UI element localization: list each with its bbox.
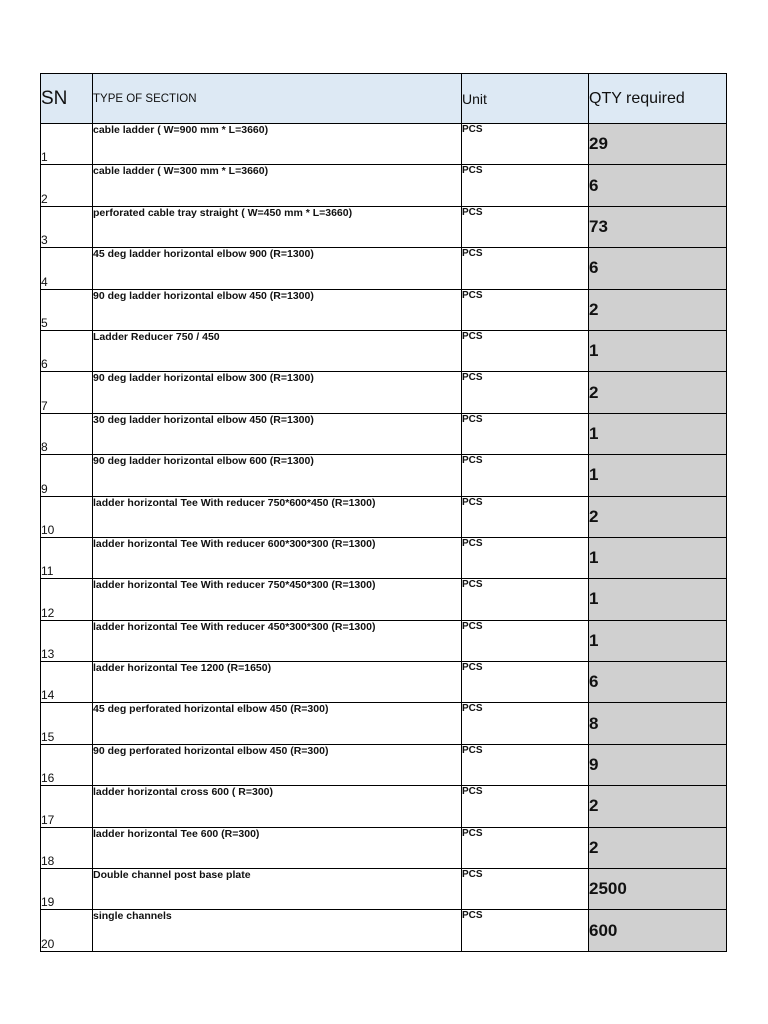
cell-qty-required: 6 (589, 165, 727, 206)
header-type-of-section: TYPE OF SECTION (93, 74, 462, 124)
cell-unit: PCS (462, 786, 589, 827)
cell-type-of-section: ladder horizontal cross 600 ( R=300) (93, 786, 462, 827)
cell-qty-required: 2500 (589, 869, 727, 910)
table-row (41, 206, 727, 247)
cell-qty-required: 8 (589, 703, 727, 744)
cell-unit: PCS (462, 248, 589, 289)
cell-sn: 5 (41, 289, 93, 330)
table-header-row (41, 74, 727, 124)
table-row (41, 372, 727, 413)
cell-sn: 4 (41, 248, 93, 289)
cell-unit: PCS (462, 703, 589, 744)
cell-qty-required: 9 (589, 744, 727, 785)
cell-sn: 16 (41, 744, 93, 785)
cell-qty-required: 73 (589, 206, 727, 247)
cell-sn: 1 (41, 124, 93, 165)
cell-qty-required: 1 (589, 413, 727, 454)
table-row (41, 289, 727, 330)
cell-sn: 13 (41, 620, 93, 661)
cell-qty-required: 1 (589, 537, 727, 578)
table-row (41, 455, 727, 496)
cell-type-of-section: ladder horizontal Tee With reducer 750*600*450 (R=1300) (93, 496, 462, 537)
table-row (41, 248, 727, 289)
cell-unit: PCS (462, 455, 589, 496)
cell-unit: PCS (462, 330, 589, 371)
cell-qty-required: 1 (589, 455, 727, 496)
table-row (41, 537, 727, 578)
table-row (41, 662, 727, 703)
cell-unit: PCS (462, 910, 589, 951)
header-unit: Unit (462, 74, 589, 124)
cell-type-of-section: ladder horizontal Tee With reducer 750*450*300 (R=1300) (93, 579, 462, 620)
cell-unit: PCS (462, 289, 589, 330)
cell-sn: 12 (41, 579, 93, 620)
table-row (41, 786, 727, 827)
cell-unit: PCS (462, 827, 589, 868)
cell-sn: 9 (41, 455, 93, 496)
table-row (41, 579, 727, 620)
cell-unit: PCS (462, 620, 589, 661)
cell-type-of-section: 45 deg perforated horizontal elbow 450 (R=300) (93, 703, 462, 744)
cell-type-of-section: ladder horizontal Tee 600 (R=300) (93, 827, 462, 868)
cell-type-of-section: 90 deg ladder horizontal elbow 450 (R=1300) (93, 289, 462, 330)
cell-unit: PCS (462, 496, 589, 537)
cell-unit: PCS (462, 579, 589, 620)
cell-qty-required: 1 (589, 330, 727, 371)
table-row (41, 330, 727, 371)
cell-type-of-section: 90 deg perforated horizontal elbow 450 (R=300) (93, 744, 462, 785)
table-row (41, 165, 727, 206)
cell-sn: 14 (41, 662, 93, 703)
cell-type-of-section: 30 deg ladder horizontal elbow 450 (R=1300) (93, 413, 462, 454)
cell-sn: 11 (41, 537, 93, 578)
cell-qty-required: 2 (589, 827, 727, 868)
cell-sn: 18 (41, 827, 93, 868)
table-row (41, 124, 727, 165)
cell-qty-required: 2 (589, 289, 727, 330)
cell-unit: PCS (462, 744, 589, 785)
cell-sn: 8 (41, 413, 93, 454)
cell-unit: PCS (462, 537, 589, 578)
quantity-table (40, 73, 727, 952)
table-row (41, 910, 727, 951)
header-qty-required: QTY required (589, 74, 727, 124)
table-row (41, 620, 727, 661)
cell-type-of-section: Ladder Reducer 750 / 450 (93, 330, 462, 371)
cell-unit: PCS (462, 165, 589, 206)
cell-sn: 15 (41, 703, 93, 744)
cell-type-of-section: 45 deg ladder horizontal elbow 900 (R=1300) (93, 248, 462, 289)
cell-sn: 19 (41, 869, 93, 910)
cell-unit: PCS (462, 206, 589, 247)
table-row (41, 496, 727, 537)
cell-type-of-section: 90 deg ladder horizontal elbow 300 (R=1300) (93, 372, 462, 413)
cell-sn: 20 (41, 910, 93, 951)
cell-type-of-section: ladder horizontal Tee With reducer 450*300*300 (R=1300) (93, 620, 462, 661)
table-row (41, 827, 727, 868)
cell-qty-required: 6 (589, 248, 727, 289)
cell-type-of-section: ladder horizontal Tee 1200 (R=1650) (93, 662, 462, 703)
cell-type-of-section: perforated cable tray straight ( W=450 mm * L=3660) (93, 206, 462, 247)
cell-qty-required: 2 (589, 786, 727, 827)
table-body (41, 124, 727, 952)
table-row (41, 744, 727, 785)
cell-unit: PCS (462, 372, 589, 413)
cell-unit: PCS (462, 124, 589, 165)
cell-qty-required: 600 (589, 910, 727, 951)
cell-type-of-section: cable ladder ( W=300 mm * L=3660) (93, 165, 462, 206)
cell-qty-required: 6 (589, 662, 727, 703)
table-row (41, 869, 727, 910)
cell-sn: 6 (41, 330, 93, 371)
header-sn: SN (41, 74, 93, 124)
cell-unit: PCS (462, 413, 589, 454)
table-row (41, 703, 727, 744)
cell-qty-required: 1 (589, 620, 727, 661)
table-row (41, 413, 727, 454)
cell-unit: PCS (462, 869, 589, 910)
cell-type-of-section: cable ladder ( W=900 mm * L=3660) (93, 124, 462, 165)
cell-sn: 2 (41, 165, 93, 206)
cell-sn: 3 (41, 206, 93, 247)
cell-qty-required: 2 (589, 372, 727, 413)
cell-type-of-section: ladder horizontal Tee With reducer 600*300*300 (R=1300) (93, 537, 462, 578)
cell-sn: 7 (41, 372, 93, 413)
cell-sn: 17 (41, 786, 93, 827)
cell-qty-required: 2 (589, 496, 727, 537)
cell-qty-required: 29 (589, 124, 727, 165)
cell-type-of-section: 90 deg ladder horizontal elbow 600 (R=1300) (93, 455, 462, 496)
cell-type-of-section: Double channel post base plate (93, 869, 462, 910)
cell-type-of-section: single channels (93, 910, 462, 951)
cell-unit: PCS (462, 662, 589, 703)
cell-qty-required: 1 (589, 579, 727, 620)
cell-sn: 10 (41, 496, 93, 537)
